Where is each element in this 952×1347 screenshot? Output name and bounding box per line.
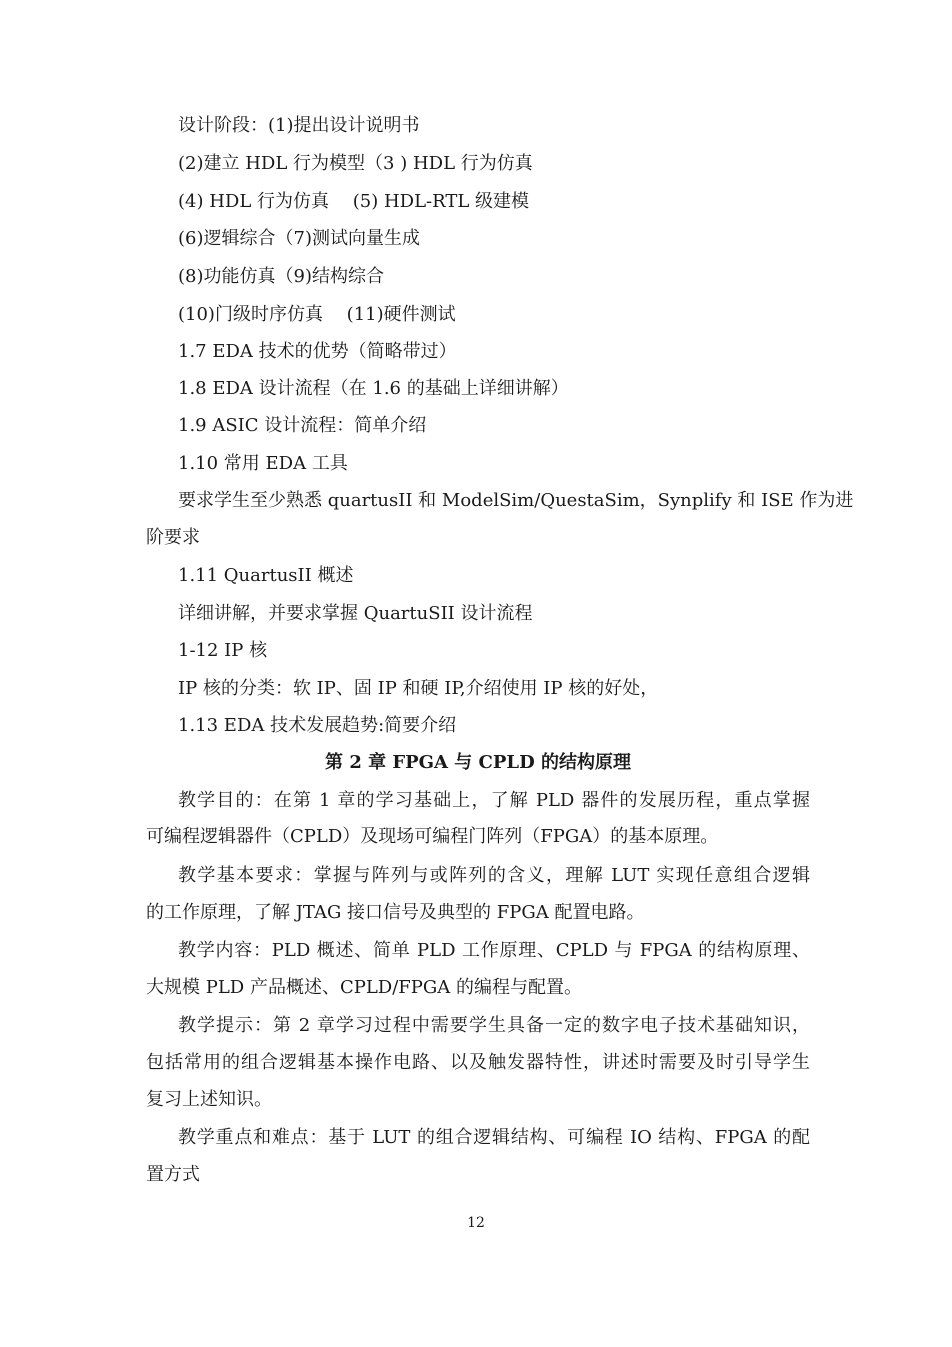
text-line: (2)建立 HDL 行为模型（3 ) HDL 行为仿真 (178, 153, 533, 174)
paragraph-line: 教学重点和难点：基于 LUT 的组合逻辑结构、可编程 IO 结构、FPGA 的配 (178, 1127, 810, 1148)
paragraph-line: 大规模 PLD 产品概述、CPLD/FPGA 的编程与配置。 (146, 977, 582, 998)
text-line: (4) HDL 行为仿真 (5) HDL-RTL 级建模 (178, 191, 530, 212)
paragraph-line: 教学基本要求：掌握与阵列与或阵列的含义，理解 LUT 实现任意组合逻辑 (178, 865, 810, 886)
text-line: 阶要求 (146, 527, 200, 548)
section-heading: 1.13 EDA 技术发展趋势:简要介绍 (178, 715, 457, 736)
paragraph-line: 的工作原理，了解 JTAG 接口信号及典型的 FPGA 配置电路。 (146, 902, 645, 923)
text-line: (8)功能仿真（9)结构综合 (178, 266, 384, 287)
text-line: (10)门级时序仿真 (11)硬件测试 (178, 304, 456, 325)
section-heading: 1.11 QuartusII 概述 (178, 565, 354, 586)
text-line: 要求学生至少熟悉 quartusII 和 ModelSim/QuestaSim，Synplify 和 ISE 作为进 (178, 490, 854, 511)
section-heading: 1.8 EDA 设计流程（在 1.6 的基础上详细讲解） (178, 378, 569, 399)
paragraph-line: 教学内容：PLD 概述、简单 PLD 工作原理、CPLD 与 FPGA 的结构原理、 (178, 940, 810, 961)
section-heading: 1.9 ASIC 设计流程：简单介绍 (178, 415, 427, 436)
paragraph-line: 教学目的：在第 1 章的学习基础上，了解 PLD 器件的发展历程，重点掌握 (178, 790, 810, 811)
chapter-title: 第 2 章 FPGA 与 CPLD 的结构原理 (325, 752, 631, 773)
text-line: IP 核的分类：软 IP、固 IP 和硬 IP,介绍使用 IP 核的好处， (178, 678, 659, 699)
paragraph-line: 可编程逻辑器件（CPLD）及现场可编程门阵列（FPGA）的基本原理。 (146, 826, 719, 847)
section-heading: 1.10 常用 EDA 工具 (178, 453, 348, 474)
text-line: 详细讲解，并要求掌握 QuartuSII 设计流程 (178, 603, 533, 624)
page-number: 12 (467, 1215, 485, 1231)
paragraph-line: 教学提示：第 2 章学习过程中需要学生具备一定的数字电子技术基础知识， (178, 1015, 810, 1036)
section-heading: 1.7 EDA 技术的优势（简略带过） (178, 341, 457, 362)
paragraph-line: 置方式 (146, 1164, 200, 1185)
section-heading: 1-12 IP 核 (178, 640, 268, 661)
paragraph-line: 包括常用的组合逻辑基本操作电路、以及触发器特性，讲述时需要及时引导学生 (146, 1052, 810, 1073)
paragraph-line: 复习上述知识。 (146, 1089, 272, 1110)
text-line: 设计阶段：(1)提出设计说明书 (178, 115, 420, 136)
text-line: (6)逻辑综合（7)测试向量生成 (178, 228, 420, 249)
